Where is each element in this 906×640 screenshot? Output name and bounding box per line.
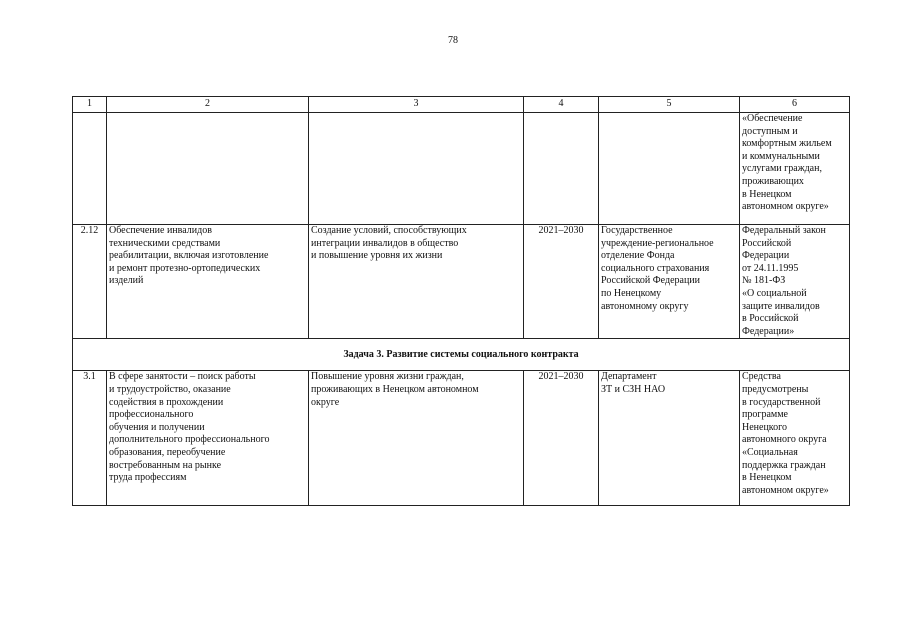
goal-cell: Повышение уровня жизни граждан, проживающих в Ненецком автономном округе [309, 371, 524, 506]
legal-basis-cell: «Обеспечение доступным и комфортным жильем и коммунальными услугами граждан, проживающих в Ненецком автономном округе» [740, 113, 850, 225]
column-header-6: 6 [740, 97, 850, 113]
measure-cell: В сфере занятости – поиск работы и трудоустройство, оказание содействия в прохождении профессионального обучения и получении дополнительного профессионального образования, переобучение востребованным на рынке труда профессиям [107, 371, 309, 506]
row-number-cell: 3.1 [73, 371, 107, 506]
row-number-cell [73, 113, 107, 225]
goal-cell: Создание условий, способствующих интеграции инвалидов в общество и повышение уровня их жизни [309, 225, 524, 339]
column-header-5: 5 [599, 97, 740, 113]
period-cell [524, 113, 599, 225]
column-header-3: 3 [309, 97, 524, 113]
legal-basis-cell: Средства предусмотрены в государственной программе Ненецкого автономного округа «Социальная поддержка граждан в Ненецком автономном округе» [740, 371, 850, 506]
section-title: Задача 3. Развитие системы социального контракта [73, 339, 850, 371]
goal-cell [309, 113, 524, 225]
column-header-4: 4 [524, 97, 599, 113]
executor-cell [599, 113, 740, 225]
column-header-2: 2 [107, 97, 309, 113]
measure-cell [107, 113, 309, 225]
section-row [73, 339, 850, 371]
table-row [73, 371, 850, 506]
executor-cell: Государственное учреждение-региональное отделение Фонда социального страхования Российской Федерации по Ненецкому автономному округу [599, 225, 740, 339]
measure-cell: Обеспечение инвалидов техническими средствами реабилитации, включая изготовление и ремонт протезно-ортопедических изделий [107, 225, 309, 339]
column-header-1: 1 [73, 97, 107, 113]
row-number-cell: 2.12 [73, 225, 107, 339]
table-row [73, 113, 850, 225]
program-measures-table [72, 96, 850, 506]
executor-cell: Департамент ЗТ и СЗН НАО [599, 371, 740, 506]
period-cell: 2021–2030 [524, 225, 599, 339]
column-number-row [73, 97, 850, 113]
table-row [73, 225, 850, 339]
page-number: 78 [448, 35, 458, 46]
period-cell: 2021–2030 [524, 371, 599, 506]
legal-basis-cell: Федеральный закон Российской Федерации от 24.11.1995 № 181-ФЗ «О социальной защите инвалидов в Российской Федерации» [740, 225, 850, 339]
